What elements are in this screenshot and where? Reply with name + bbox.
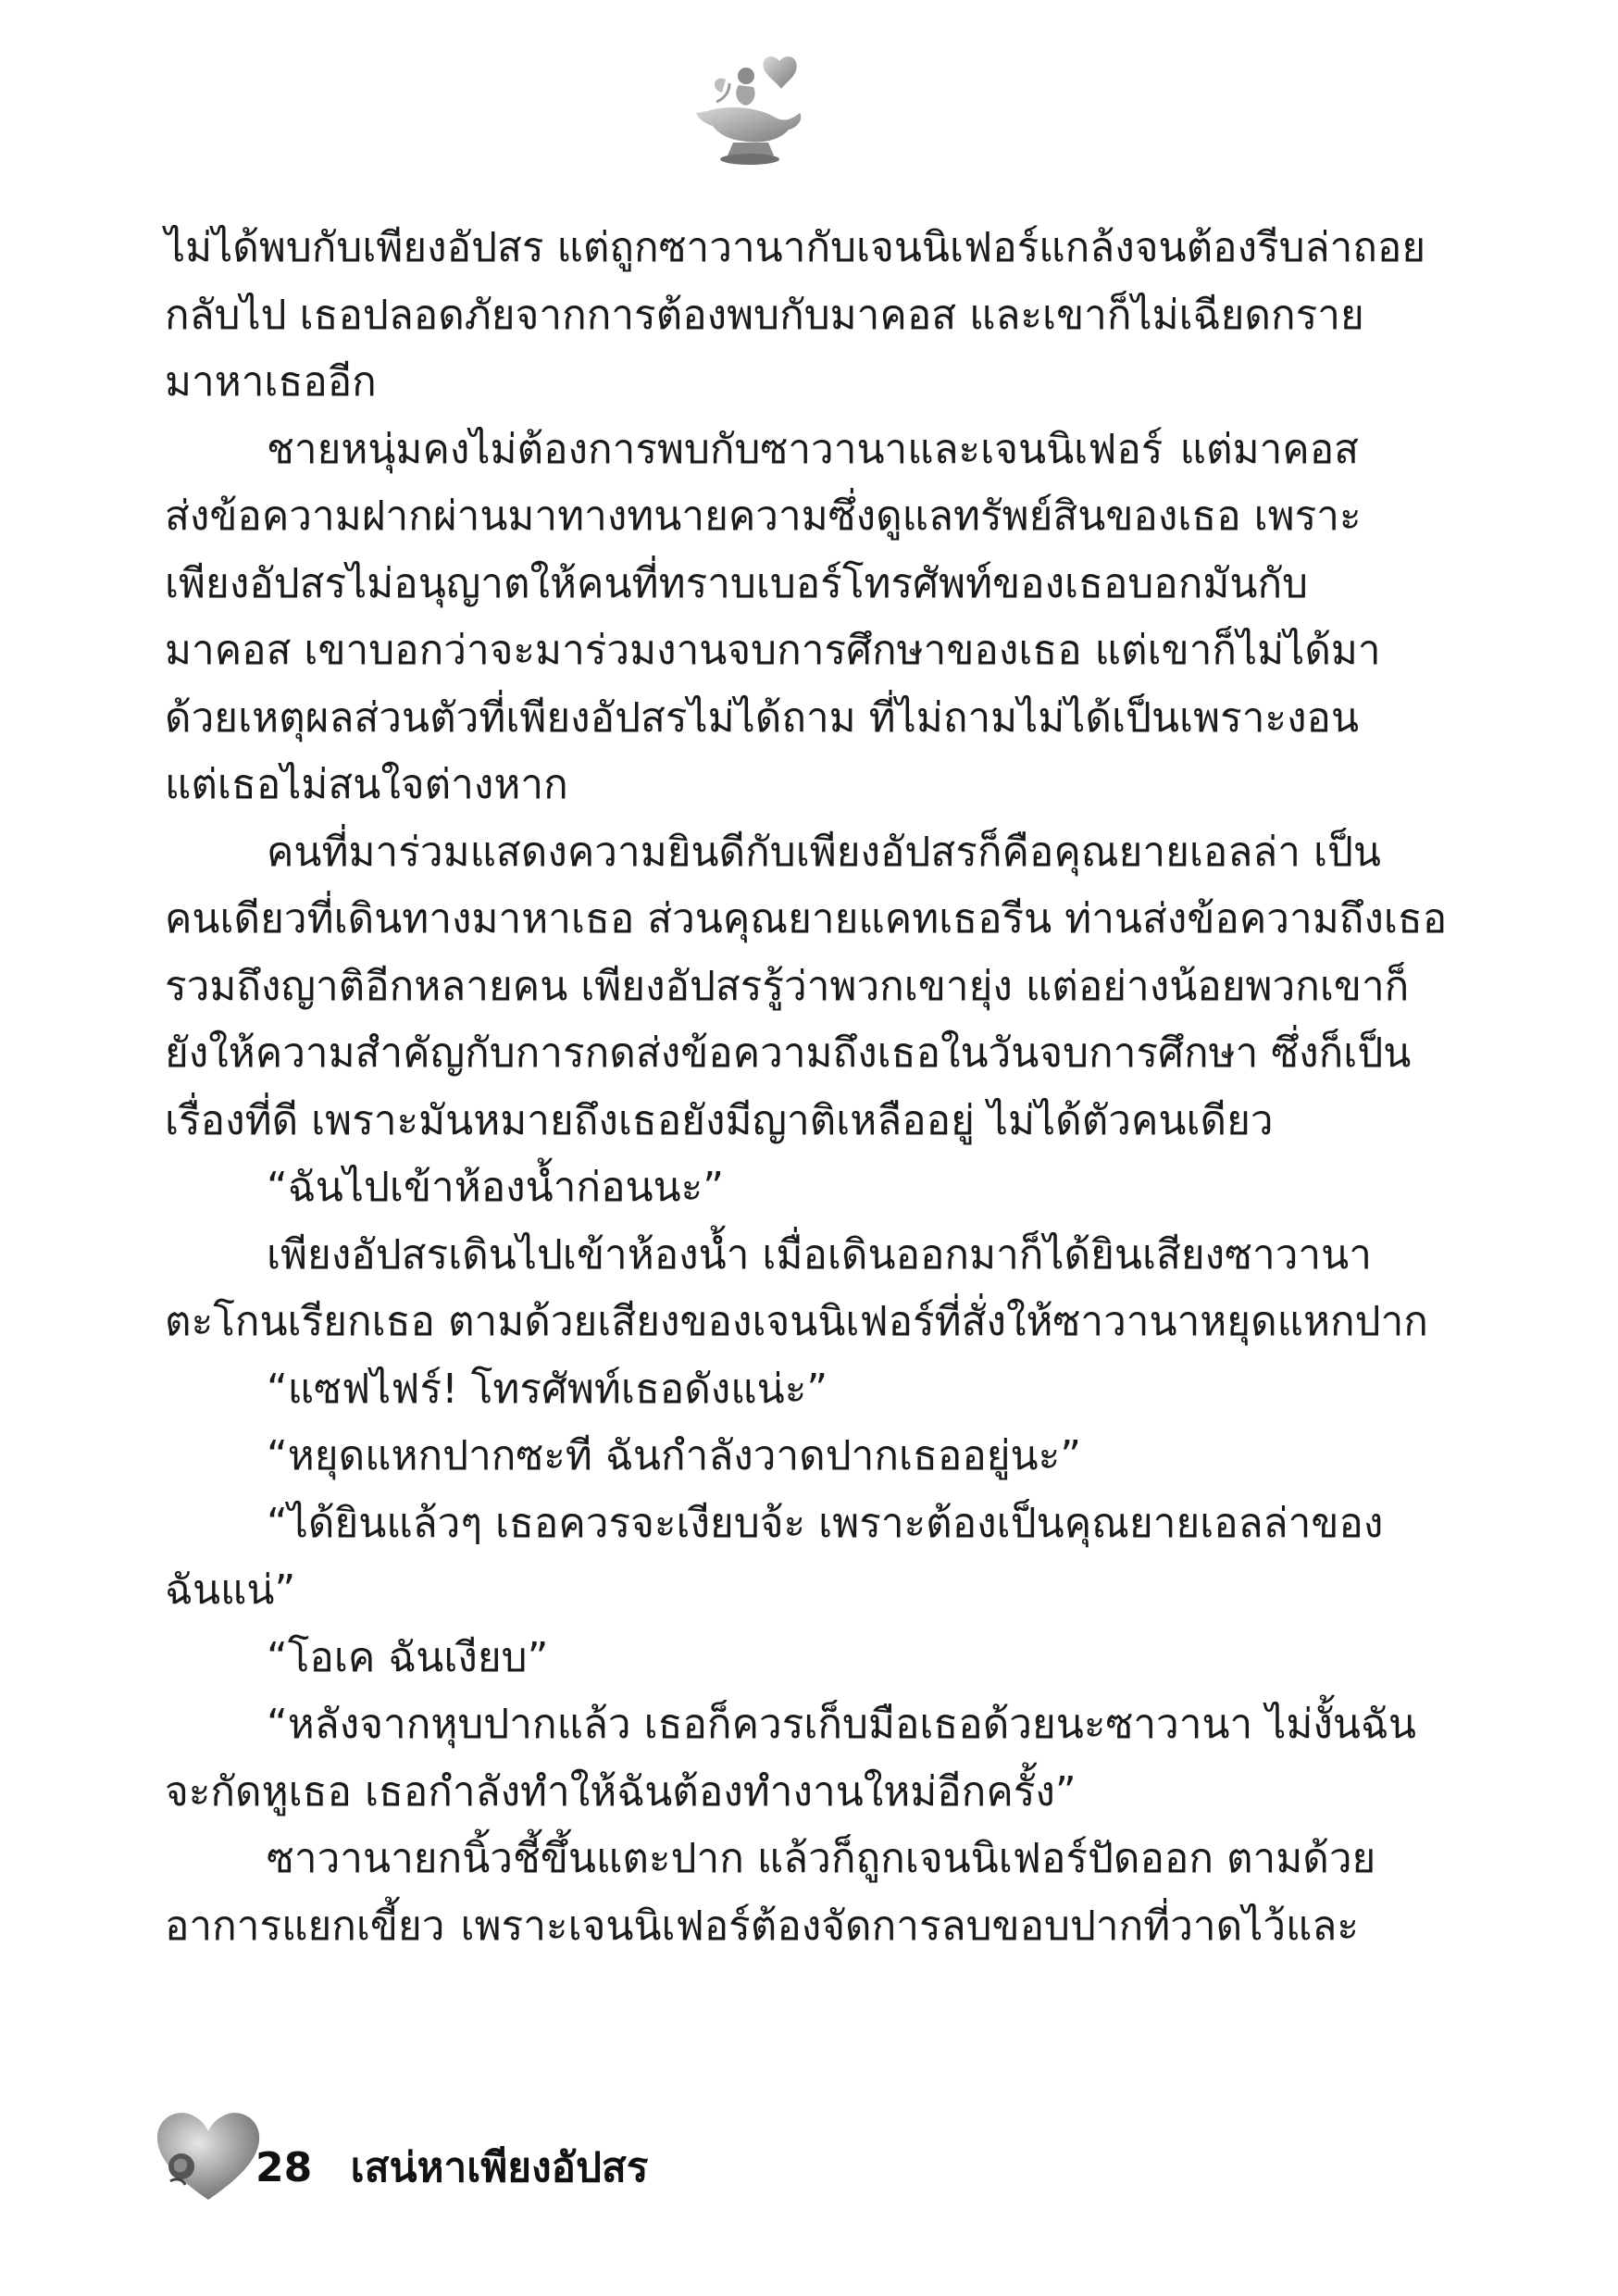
text-line: “หยุดแหกปากซะที ฉันกำลังวาดปากเธออยู่นะ” <box>267 1432 1082 1479</box>
text-line: จะกัดหูเธอ เธอกำลังทำให้ฉันต้องทำงานใหม่อีกครั้ง” <box>165 1767 1077 1816</box>
page-footer <box>148 2100 889 2211</box>
text-line: “ได้ยินแล้วๆ เธอควรจะเงียบจ้ะ เพราะต้องเป็นคุณยายเอลล่าของ <box>267 1499 1384 1547</box>
text-line: เพียงอัปสรไม่อนุญาตให้คนที่ทราบเบอร์โทรศัพท์ของเธอบอกมันกับ <box>165 559 1309 607</box>
text-line: เรื่องที่ดี เพราะมันหมายถึงเธอยังมีญาติเหลืออยู่ ไม่ได้ตัวคนเดียว <box>165 1096 1274 1144</box>
text-line: อาการแยกเขี้ยว เพราะเจนนิเฟอร์ต้องจัดการลบขอบปากที่วาดไว้และ <box>165 1902 1359 1950</box>
text-line: ด้วยเหตุผลส่วนตัวที่เพียงอัปสรไม่ได้ถาม ที่ไม่ถามไม่ได้เป็นเพราะงอน <box>165 693 1360 742</box>
text-line: กลับไป เธอปลอดภัยจากการต้องพบกับมาคอส และเขาก็ไม่เฉียดกราย <box>165 291 1364 339</box>
text-line: “โอเค ฉันเงียบ” <box>267 1633 549 1681</box>
body-text <box>165 215 1448 1960</box>
footer-caption <box>255 2135 672 2200</box>
text-line: ตะโกนเรียกเธอ ตามด้วยเสียงของเจนนิเฟอร์ที่สั่งให้ซาวานาหยุดแหกปาก <box>165 1298 1428 1345</box>
text-line: รวมถึงญาติอีกหลายคน เพียงอัปสรรู้ว่าพวกเขายุ่ง แต่อย่างน้อยพวกเขาก็ <box>165 962 1410 1010</box>
heart-rose-icon <box>148 2100 268 2211</box>
text-line: คนที่มาร่วมแสดงความยินดีกับเพียงอัปสรก็คือคุณยายเอลล่า เป็น <box>267 828 1382 876</box>
text-line: “แซฟไฟร์! โทรศัพท์เธอดังแน่ะ” <box>267 1365 828 1413</box>
text-line: “ฉันไปเข้าห้องน้ำก่อนนะ” <box>267 1164 725 1211</box>
magic-lamp-cupid-icon <box>689 52 818 172</box>
text-line: เพียงอัปสรเดินไปเข้าห้องน้ำ เมื่อเดินออกมาก็ได้ยินเสียงซาวานา <box>267 1230 1372 1279</box>
page-number: 28 <box>255 2144 313 2191</box>
text-line: ไม่ได้พบกับเพียงอัปสร แต่ถูกซาวานากับเจนนิเฟอร์แกล้งจนต้องรีบล่าถอย <box>165 224 1426 271</box>
text-line: ส่งข้อความฝากผ่านมาทางทนายความซึ่งดูแลทรัพย์สินของเธอ เพราะ <box>165 493 1362 540</box>
text-line: แต่เธอไม่สนใจต่างหาก <box>165 761 568 808</box>
book-title: เสน่หาเพียงอัปสร <box>350 2144 649 2191</box>
text-line: ชายหนุ่มคงไม่ต้องการพบกับซาวานาและเจนนิเฟอร์ แต่มาคอส <box>267 425 1359 473</box>
text-line: “หลังจากหุบปากแล้ว เธอก็ควรเก็บมือเธอด้วยนะซาวานา ไม่งั้นฉัน <box>267 1701 1416 1748</box>
text-line: คนเดียวที่เดินทางมาหาเธอ ส่วนคุณยายแคทเธอรีน ท่านส่งข้อความถึงเธอ <box>165 895 1448 942</box>
text-line: ฉันแน่” <box>165 1566 296 1614</box>
text-line: มาหาเธออีก <box>165 358 377 406</box>
text-line: ยังให้ความสำคัญกับการกดส่งข้อความถึงเธอในวันจบการศึกษา ซึ่งก็เป็น <box>165 1029 1412 1077</box>
text-line: มาคอส เขาบอกว่าจะมาร่วมงานจบการศึกษาของเธอ แต่เขาก็ไม่ได้มา <box>165 627 1381 674</box>
text-line: ซาวานายกนิ้วชี้ขึ้นแตะปาก แล้วก็ถูกเจนนิเฟอร์ปัดออก ตามด้วย <box>267 1835 1376 1882</box>
